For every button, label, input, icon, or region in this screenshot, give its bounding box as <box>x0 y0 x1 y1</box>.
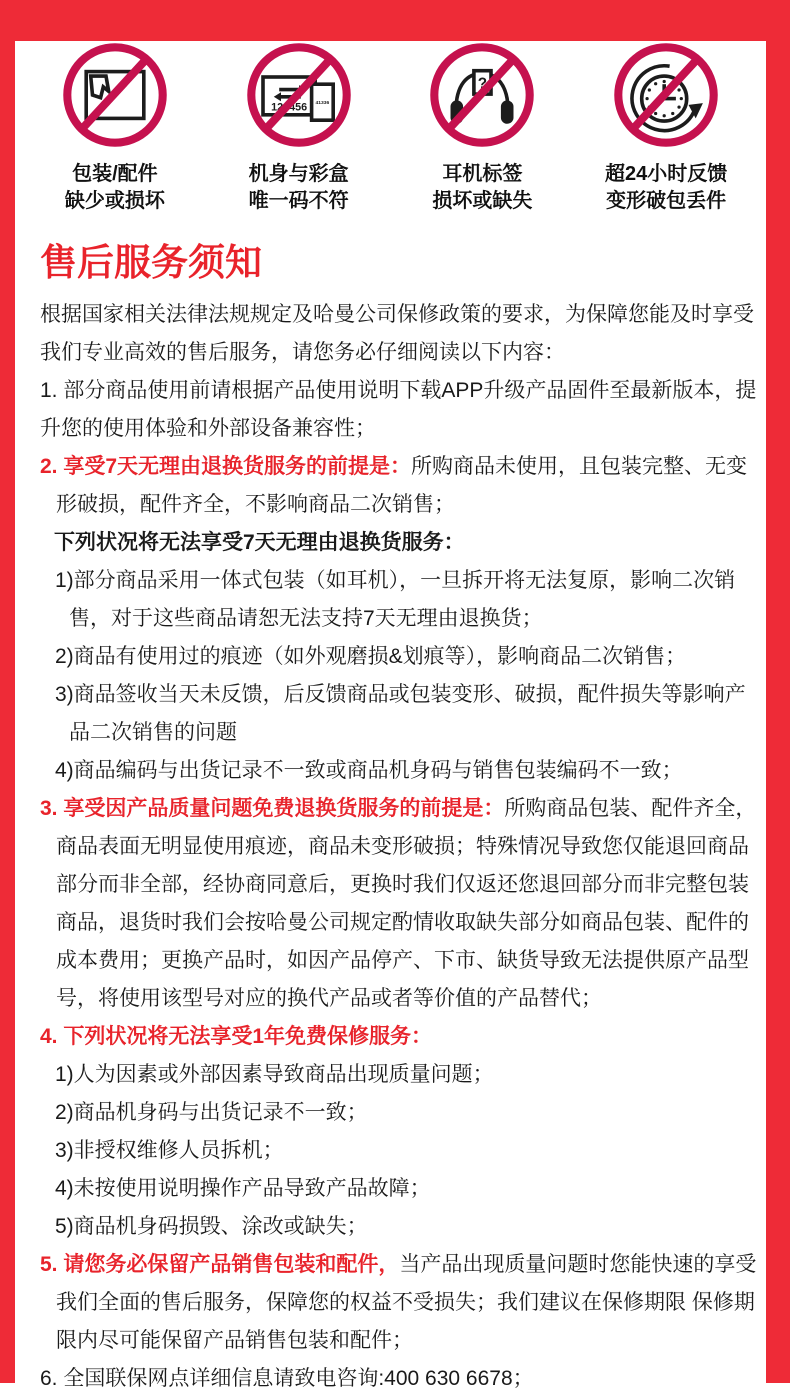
item-2-sub-1 <box>55 562 758 638</box>
box-code-text: 123456 <box>270 101 307 114</box>
icon-label-line2: 变形破包丢件 <box>606 190 727 212</box>
item-4-sub-5-text: 5)商品机身码损毁、涂改或缺失； <box>55 1215 368 1238</box>
item-1-text: 1. 部分商品使用前请根据产品使用说明下载APP升级产品固件至最新版本，提升您的使用体验和外部设备兼容性； <box>40 379 757 440</box>
icon-label-line1: 机身与彩盒 <box>248 163 349 185</box>
item-4-sub-1-text: 1)人为因素或外部因素导致商品出现质量问题； <box>55 1063 494 1086</box>
icon-label-line2: 唯一码不符 <box>248 190 349 212</box>
intro-text: 根据国家相关法律法规规定及哈曼公司保修政策的要求，为保障您能及时享受我们专业高效的售后服务，请您务必仔细阅读以下内容： <box>40 303 754 364</box>
item-2-sub-4-text: 4)商品编码与出货记录不一致或商品机身码与销售包装编码不一致； <box>55 759 683 782</box>
item-4-lead: 4. 下列状况将无法享受1年免费保修服务： <box>40 1025 433 1048</box>
item-4-sub-3-text: 3)非授权维修人员拆机； <box>55 1139 284 1162</box>
item-2-sub-4 <box>55 752 758 790</box>
icon-label-line1: 包装/配件 <box>72 163 158 185</box>
question-mark-text: ? <box>478 75 488 93</box>
item-1 <box>40 372 758 448</box>
icon-label <box>23 161 207 215</box>
icon-label <box>574 161 758 215</box>
item-5 <box>40 1246 758 1360</box>
headphone-label-prohibited-icon <box>428 41 536 149</box>
prohibition-icons-row <box>23 41 758 215</box>
icon-label-line2: 损坏或缺失 <box>432 190 533 212</box>
item-4-sub-2 <box>55 1094 758 1132</box>
icon-label-line1: 耳机标签 <box>442 163 523 185</box>
tag-code-text: 41336 <box>315 101 329 107</box>
page-title: 售后服务须知 <box>40 242 262 283</box>
prohibition-item-code-mismatch <box>207 41 391 215</box>
item-3-lead: 3. 享受因产品质量问题免费退换货服务的前提是： <box>40 797 505 820</box>
item-4-sub-4 <box>55 1170 758 1208</box>
item-2 <box>40 448 758 524</box>
item-2-sub-2 <box>55 638 758 676</box>
item-2-sub-2-text: 2)商品有使用过的痕迹（如外观磨损&划痕等），影响商品二次销售； <box>55 645 687 668</box>
icon-label <box>391 161 575 215</box>
item-5-text: 当产品出现质量问题时您能快速的享受我们全面的售后服务，保障您的权益不受损失；我们建议在保修期限 保修期限内尽可能保留产品销售包装和配件； <box>56 1253 757 1352</box>
notice-sheet <box>15 41 766 1393</box>
item-2-text: 所购商品未使用，且包装完整、无变形破损，配件齐全，不影响商品二次销售； <box>56 455 748 516</box>
icon-label <box>207 161 391 215</box>
item-2-sub-1-text: 1)部分商品采用一体式包装（如耳机），一旦拆开将无法复原，影响二次销售，对于这些商品请恕无法支持7天无理由退换货； <box>55 569 736 630</box>
intro-paragraph <box>40 296 758 372</box>
item-2-sub-3 <box>55 676 758 752</box>
icon-label-line1: 超24小时反馈 <box>605 163 728 185</box>
item-4-sub-3 <box>55 1132 758 1170</box>
item-3 <box>40 790 758 1018</box>
item-5-lead: 5. 请您务必保留产品销售包装和配件， <box>40 1253 400 1276</box>
item-2-subheading <box>54 524 758 562</box>
damaged-package-prohibited-icon <box>61 41 169 149</box>
code-mismatch-prohibited-icon <box>245 41 353 149</box>
item-2-subheading-text: 下列状况将无法享受7天无理由退换货服务： <box>54 531 465 554</box>
item-6 <box>40 1360 758 1398</box>
item-6-text: 6. 全国联保网点详细信息请致电咨询:400 630 6678； <box>40 1367 534 1390</box>
prohibition-item-packaging <box>23 41 207 215</box>
item-4-sub-4-text: 4)未按使用说明操作产品导致产品故障； <box>55 1177 431 1200</box>
clock-24h-prohibited-icon <box>612 41 720 149</box>
prohibition-item-headphone-label <box>391 41 575 215</box>
item-2-lead: 2. 享受7天无理由退换货服务的前提是： <box>40 455 412 478</box>
icon-label-line2: 缺少或损坏 <box>64 190 165 212</box>
item-4-sub-5 <box>55 1208 758 1246</box>
item-4 <box>40 1018 758 1056</box>
prohibition-item-late-feedback <box>574 41 758 215</box>
item-4-sub-2-text: 2)商品机身码与出货记录不一致； <box>55 1101 368 1124</box>
notice-body <box>40 296 758 1398</box>
item-4-sub-1 <box>55 1056 758 1094</box>
item-3-text: 所购商品包装、配件齐全，商品表面无明显使用痕迹，商品未变形破损；特殊情况导致您仅能退回商品部分而非全部，经协商同意后，更换时我们仅返还您退回部分而非完整包装商品，退货时我们会按哈曼公司规定酌情收取缺失部分如商品包装、配件的成本费用；更换产品时，如因产品停产、下市、缺货导致无法提供原产品型号，将使用该型号对应的换代产品或者等价值的产品替代； <box>56 797 757 1010</box>
item-2-sub-3-text: 3)商品签收当天未反馈，后反馈商品或包装变形、破损，配件损失等影响产品二次销售的问题 <box>55 683 746 744</box>
